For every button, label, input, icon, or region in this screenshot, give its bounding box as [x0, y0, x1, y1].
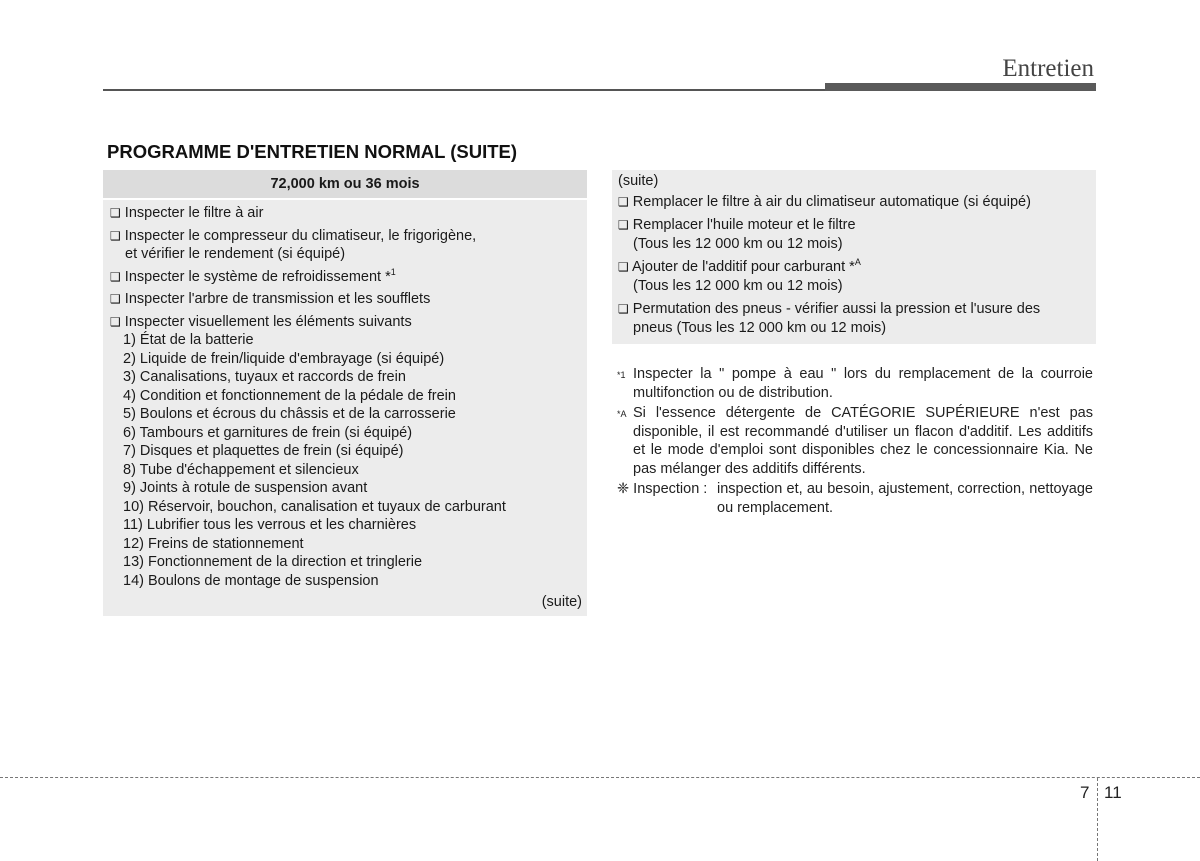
- footnotes: [617, 365, 1093, 517]
- sublist-item: 3) Canalisations, tuyaux et raccords de frein: [123, 369, 406, 385]
- checkbox-icon: ❑: [618, 218, 629, 232]
- definition-note: [617, 480, 1093, 517]
- footnote-text: Si l'essence détergente de CATÉGORIE SUPÉRIEURE n'est pas disponible, il est recommandé d'utiliser un flacon d'additif. Les additifs et le mode d'emploi sont disponibles chez le concessionnaire Kia. Ne pas mélanger des additifs différents.: [633, 405, 1093, 477]
- sublist-item: 1) État de la batterie: [123, 332, 254, 348]
- item-text: Remplacer l'huile moteur et le filtre: [632, 217, 856, 233]
- checkbox-icon: ❑: [110, 228, 121, 243]
- sublist-item: 6) Tambours et garnitures de frein (si équipé): [123, 424, 413, 441]
- footer-vertical-divider: [1097, 778, 1098, 861]
- footnote-mark: A: [854, 257, 861, 268]
- item-text: (Tous les 12 000 km ou 12 mois): [633, 277, 843, 294]
- footer-dashed-line: [0, 777, 1200, 778]
- page-heading: PROGRAMME D'ENTRETIEN NORMAL (SUITE): [107, 141, 518, 162]
- sublist-item: 8) Tube d'échappement et silencieux: [123, 461, 359, 478]
- maintenance-table-continued: [612, 170, 1096, 344]
- sublist-item: 10) Réservoir, bouchon, canalisation et tuyaux de carburant: [123, 498, 506, 515]
- footnote: [617, 404, 1093, 478]
- table-body: [103, 200, 587, 616]
- inspection-sublist: [110, 331, 580, 590]
- checkbox-icon: ❑: [110, 292, 121, 306]
- maintenance-table-72000: [103, 170, 587, 616]
- list-item: [618, 193, 1090, 212]
- chapter-number: 7: [1080, 783, 1090, 802]
- list-item: [110, 313, 580, 591]
- sublist-item: 13) Fonctionnement de la direction et tringlerie: [123, 554, 423, 570]
- list-item: [618, 258, 1090, 295]
- list-item: [618, 216, 1090, 253]
- item-text: (Tous les 12 000 km ou 12 mois): [633, 235, 843, 252]
- sublist-item: 7) Disques et plaquettes de frein (si équipé): [123, 443, 404, 459]
- footnote-text: Inspecter la " pompe à eau " lors du remplacement de la courroie multifonction ou de distribution.: [633, 366, 1093, 401]
- footnote-mark: 1: [390, 266, 396, 277]
- section-title: Entretien: [1002, 55, 1094, 82]
- continued-label: (suite): [541, 594, 582, 610]
- sublist-item: 14) Boulons de montage de suspension: [123, 572, 379, 589]
- checkbox-icon: ❑: [110, 206, 121, 220]
- checkbox-icon: ❑: [618, 302, 629, 316]
- checkbox-icon: ❑: [110, 314, 121, 329]
- item-text: Remplacer le filtre à air du climatiseur automatique (si équipé): [632, 193, 1031, 210]
- item-text: pneus (Tous les 12 000 km ou 12 mois): [633, 319, 887, 336]
- definition-term: ❈ Inspection :: [617, 481, 708, 497]
- item-text: Inspecter le système de refroidissement *: [124, 268, 391, 285]
- footnote-marker: *A: [617, 409, 627, 419]
- header-rule-thick: [825, 83, 1096, 91]
- item-text: et vérifier le rendement (si équipé): [125, 246, 346, 262]
- item-text: Inspecter le filtre à air: [124, 205, 264, 221]
- item-text: Permutation des pneus - vérifier aussi la pression et l'usure des: [632, 301, 1041, 317]
- item-text: Inspecter visuellement les éléments suivants: [124, 313, 412, 330]
- sublist-item: 11) Lubrifier tous les verrous et les charnières: [123, 517, 417, 533]
- list-item: [110, 268, 580, 287]
- list-item: [110, 290, 580, 309]
- sublist-item: 5) Boulons et écrous du châssis et de la carrosserie: [123, 406, 456, 422]
- item-text: Inspecter l'arbre de transmission et les soufflets: [124, 291, 431, 307]
- footnote: [617, 365, 1093, 402]
- item-text: Inspecter le compresseur du climatiseur, le frigorigène,: [124, 227, 477, 244]
- page-number: 11: [1104, 783, 1122, 802]
- checkbox-icon: ❑: [618, 194, 629, 209]
- sublist-item: 2) Liquide de frein/liquide d'embrayage (si équipé): [123, 350, 445, 367]
- sublist-item: 4) Condition et fonctionnement de la pédale de frein: [123, 387, 456, 404]
- sublist-item: 12) Freins de stationnement: [123, 535, 304, 552]
- table-header: 72,000 km ou 36 mois: [103, 170, 587, 200]
- continued-label: (suite): [618, 173, 659, 189]
- list-item: [110, 204, 580, 223]
- item-text: Ajouter de l'additif pour carburant *: [632, 259, 855, 275]
- definition-text: inspection et, au besoin, ajustement, correction, nettoyage ou remplacement.: [717, 481, 1093, 516]
- list-item: [618, 300, 1090, 337]
- list-item: [110, 227, 580, 264]
- sublist-item: 9) Joints à rotule de suspension avant: [123, 480, 368, 496]
- footnote-marker: *1: [617, 370, 626, 380]
- checkbox-icon: ❑: [618, 260, 629, 274]
- header-rule-thin: [103, 89, 825, 91]
- checkbox-icon: ❑: [110, 269, 121, 284]
